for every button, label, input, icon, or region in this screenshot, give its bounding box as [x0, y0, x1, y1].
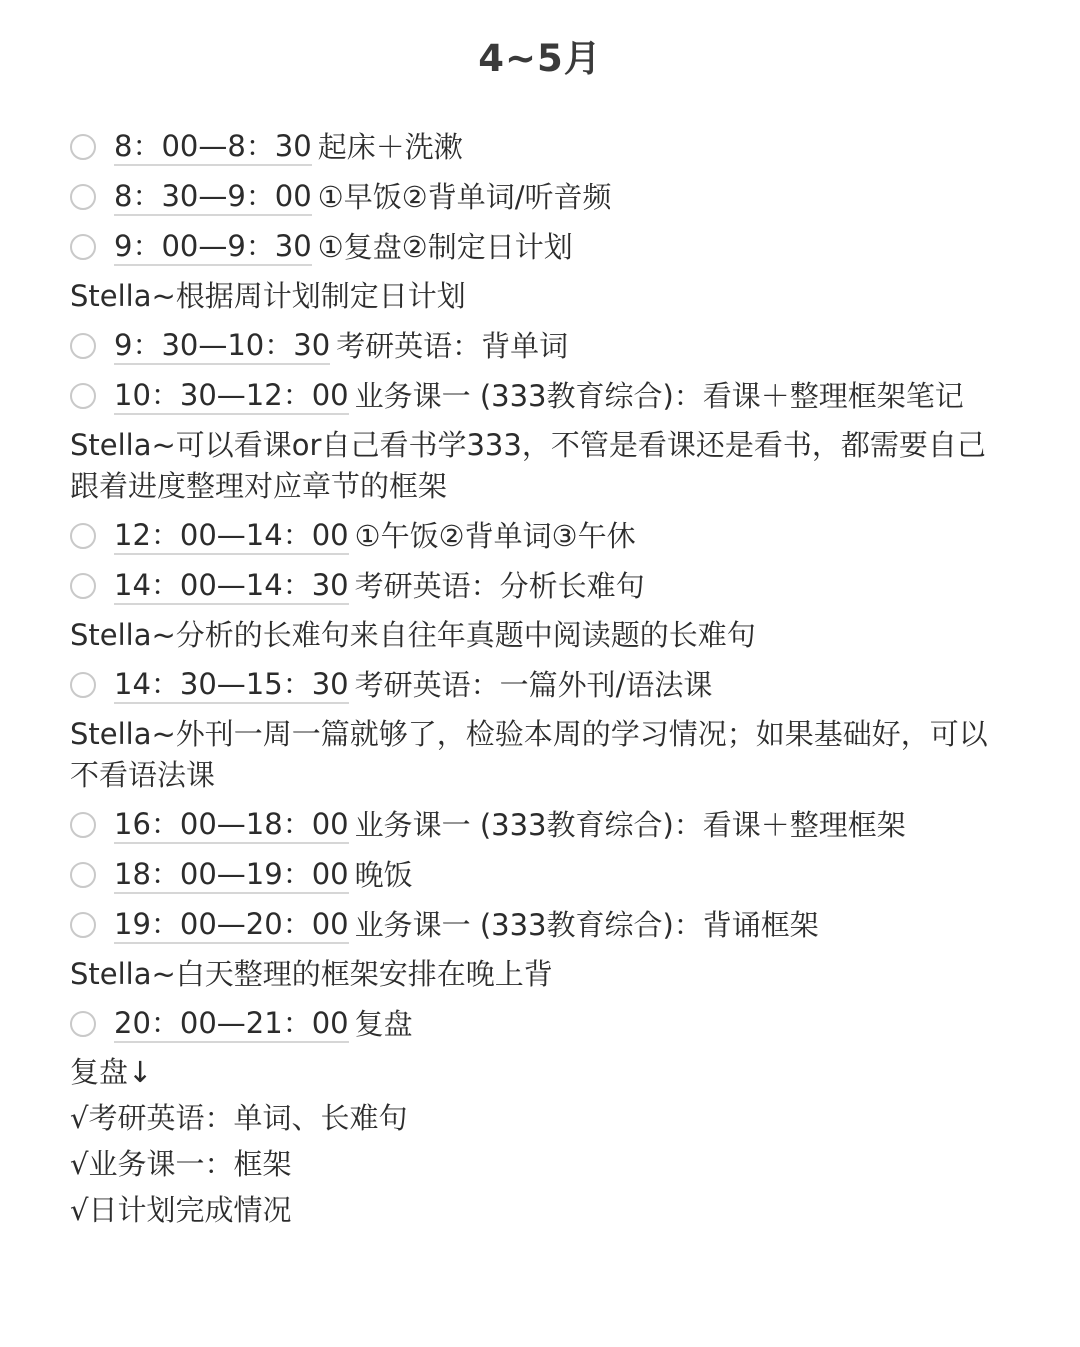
review-line: √业务课一：框架 — [70, 1147, 292, 1181]
note-text: Stella~外刊一周一篇就够了，检验本周的学习情况；如果基础好，可以不看语法课 — [70, 717, 988, 792]
task-time: 14：30—15：30 — [114, 666, 349, 704]
task-desc: 考研英语：背单词 — [336, 329, 569, 363]
task-row — [70, 222, 1000, 272]
checkbox-circle-icon[interactable] — [70, 184, 96, 210]
schedule-list — [70, 122, 1000, 1233]
checkbox-circle-icon[interactable] — [70, 234, 96, 260]
task-desc: 业务课一 (333教育综合)：看课＋整理框架 — [354, 808, 906, 842]
task-desc: 考研英语：一篇外刊/语法课 — [354, 668, 713, 702]
task-desc: ①午饭②背单词③午休 — [354, 519, 636, 553]
review-heading: 复盘↓ — [70, 1055, 153, 1089]
task-time: 12：00—14：00 — [114, 517, 349, 555]
task-time: 20：00—21：00 — [114, 1005, 349, 1043]
task-time: 8：30—9：00 — [114, 178, 312, 216]
checkbox-circle-icon[interactable] — [70, 573, 96, 599]
task-time: 19：00—20：00 — [114, 906, 349, 944]
note-text: Stella~白天整理的框架安排在晚上背 — [70, 957, 553, 991]
task-time: 9：30—10：30 — [114, 327, 330, 365]
task-time: 14：00—14：30 — [114, 567, 349, 605]
task-row — [70, 172, 1000, 222]
page-title: 4~5月 — [478, 37, 602, 80]
checkbox-circle-icon[interactable] — [70, 862, 96, 888]
task-row — [70, 122, 1000, 172]
task-time: 10：30—12：00 — [114, 377, 349, 415]
checkbox-circle-icon[interactable] — [70, 672, 96, 698]
task-desc: 业务课一 (333教育综合)：看课＋整理框架笔记 — [354, 379, 964, 413]
task-desc: 起床＋洗漱 — [317, 130, 463, 164]
task-row — [70, 999, 1000, 1049]
task-time: 18：00—19：00 — [114, 856, 349, 894]
checkbox-circle-icon[interactable] — [70, 1011, 96, 1037]
task-desc: 晚饭 — [354, 858, 413, 892]
checkbox-circle-icon[interactable] — [70, 383, 96, 409]
task-desc: ①早饭②背单词/听音频 — [317, 180, 612, 214]
checkbox-circle-icon[interactable] — [70, 134, 96, 160]
task-time: 8：00—8：30 — [114, 128, 312, 166]
checkbox-circle-icon[interactable] — [70, 912, 96, 938]
checkbox-circle-icon[interactable] — [70, 812, 96, 838]
review-line: √日计划完成情况 — [70, 1193, 292, 1227]
task-row — [70, 850, 1000, 900]
task-row — [70, 321, 1000, 371]
task-desc: ①复盘②制定日计划 — [317, 230, 573, 264]
note-text: Stella~可以看课or自己看书学333，不管是看课还是看书，都需要自己跟着进度整理对应章节的框架 — [70, 428, 986, 503]
note-text: Stella~根据周计划制定日计划 — [70, 279, 466, 313]
task-time: 16：00—18：00 — [114, 806, 349, 844]
task-row — [70, 800, 1000, 850]
task-row — [70, 371, 1000, 421]
task-desc: 业务课一 (333教育综合)：背诵框架 — [354, 908, 819, 942]
task-desc: 复盘 — [354, 1007, 413, 1041]
task-row — [70, 561, 1000, 611]
task-row — [70, 900, 1000, 950]
task-desc: 考研英语：分析长难句 — [354, 569, 645, 603]
checkbox-circle-icon[interactable] — [70, 333, 96, 359]
task-row — [70, 511, 1000, 561]
task-row — [70, 660, 1000, 710]
note-text: Stella~分析的长难句来自往年真题中阅读题的长难句 — [70, 618, 756, 652]
checkbox-circle-icon[interactable] — [70, 523, 96, 549]
task-time: 9：00—9：30 — [114, 228, 312, 266]
review-line: √考研英语：单词、长难句 — [70, 1101, 408, 1135]
